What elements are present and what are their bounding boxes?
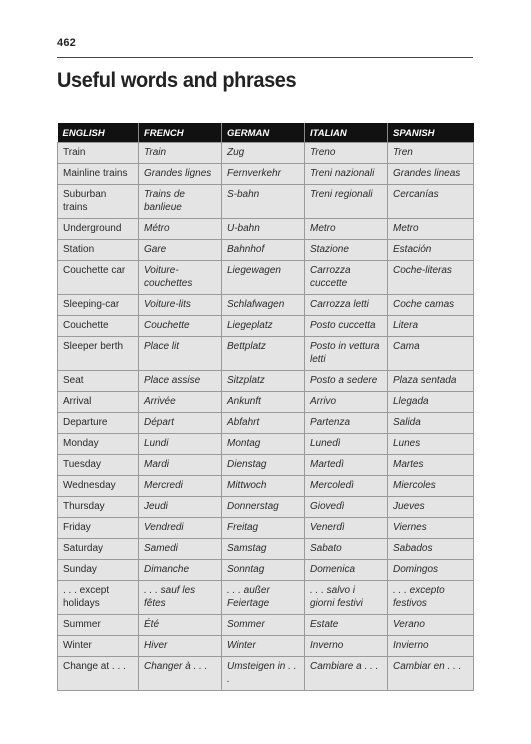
cell-english: Winter xyxy=(58,636,139,657)
cell-english: Couchette car xyxy=(58,261,139,295)
table-row xyxy=(58,240,474,261)
cell-english: Station xyxy=(58,240,139,261)
table-row xyxy=(58,185,474,219)
table-row xyxy=(58,560,474,581)
table-row xyxy=(58,261,474,295)
cell-french: Samedi xyxy=(139,539,222,560)
cell-german: Mittwoch xyxy=(222,476,305,497)
cell-italian: Lunedì xyxy=(305,434,388,455)
cell-italian: Estate xyxy=(305,615,388,636)
cell-french: Grandes lignes xyxy=(139,164,222,185)
cell-french: Trains de banlieue xyxy=(139,185,222,219)
cell-italian: Metro xyxy=(305,219,388,240)
cell-spanish: Jueves xyxy=(388,497,474,518)
cell-italian: Mercoledì xyxy=(305,476,388,497)
cell-english: Departure xyxy=(58,413,139,434)
cell-english: Arrival xyxy=(58,392,139,413)
cell-spanish: Verano xyxy=(388,615,474,636)
cell-french: Mercredi xyxy=(139,476,222,497)
cell-german: Montag xyxy=(222,434,305,455)
cell-spanish: Lunes xyxy=(388,434,474,455)
cell-spanish: Grandes lineas xyxy=(388,164,474,185)
table-row xyxy=(58,539,474,560)
cell-english: . . . except holidays xyxy=(58,581,139,615)
cell-italian: Cambiare a . . . xyxy=(305,657,388,691)
cell-german: Winter xyxy=(222,636,305,657)
column-header-german: GERMAN xyxy=(222,123,305,143)
table-row xyxy=(58,636,474,657)
cell-italian: . . . salvo i giorni festivi xyxy=(305,581,388,615)
cell-spanish: Cercanías xyxy=(388,185,474,219)
cell-german: Ankunft xyxy=(222,392,305,413)
cell-french: Changer à . . . xyxy=(139,657,222,691)
cell-english: Friday xyxy=(58,518,139,539)
column-header-french: FRENCH xyxy=(139,123,222,143)
cell-spanish: Llegada xyxy=(388,392,474,413)
cell-english: Tuesday xyxy=(58,455,139,476)
cell-french: Métro xyxy=(139,219,222,240)
cell-english: Thursday xyxy=(58,497,139,518)
cell-german: Samstag xyxy=(222,539,305,560)
cell-german: . . . außer Feiertage xyxy=(222,581,305,615)
cell-english: Saturday xyxy=(58,539,139,560)
cell-english: Change at . . . xyxy=(58,657,139,691)
table-row xyxy=(58,164,474,185)
table-row xyxy=(58,295,474,316)
cell-italian: Treni nazionali xyxy=(305,164,388,185)
column-header-english: ENGLISH xyxy=(58,123,139,143)
cell-french: Vendredi xyxy=(139,518,222,539)
column-header-italian: ITALIAN xyxy=(305,123,388,143)
cell-english: Underground xyxy=(58,219,139,240)
cell-italian: Inverno xyxy=(305,636,388,657)
cell-spanish: Salida xyxy=(388,413,474,434)
cell-spanish: Invierno xyxy=(388,636,474,657)
cell-french: Hiver xyxy=(139,636,222,657)
cell-italian: Martedì xyxy=(305,455,388,476)
cell-italian: Posto a sedere xyxy=(305,371,388,392)
cell-spanish: . . . excepto festivos xyxy=(388,581,474,615)
cell-german: Bettplatz xyxy=(222,337,305,371)
cell-italian: Treni regionali xyxy=(305,185,388,219)
table-row xyxy=(58,455,474,476)
table-header-row xyxy=(58,123,474,143)
cell-french: Voiture-couchettes xyxy=(139,261,222,295)
column-header-spanish: SPANISH xyxy=(388,123,474,143)
cell-italian: Carrozza cuccette xyxy=(305,261,388,295)
cell-italian: Carrozza letti xyxy=(305,295,388,316)
cell-italian: Giovedì xyxy=(305,497,388,518)
table-row xyxy=(58,413,474,434)
cell-german: Sonntag xyxy=(222,560,305,581)
table-row xyxy=(58,219,474,240)
table-row xyxy=(58,434,474,455)
page-number: 462 xyxy=(57,37,76,49)
cell-french: Mardi xyxy=(139,455,222,476)
cell-german: Umsteigen in . . . xyxy=(222,657,305,691)
cell-french: . . . sauf les fêtes xyxy=(139,581,222,615)
cell-spanish: Plaza sentada xyxy=(388,371,474,392)
cell-german: Fernverkehr xyxy=(222,164,305,185)
cell-italian: Arrivo xyxy=(305,392,388,413)
cell-german: Abfahrt xyxy=(222,413,305,434)
cell-german: Bahnhof xyxy=(222,240,305,261)
cell-spanish: Sabados xyxy=(388,539,474,560)
cell-french: Lundi xyxy=(139,434,222,455)
cell-english: Monday xyxy=(58,434,139,455)
cell-spanish: Martes xyxy=(388,455,474,476)
cell-spanish: Cambiar en . . . xyxy=(388,657,474,691)
cell-french: Été xyxy=(139,615,222,636)
cell-german: Zug xyxy=(222,143,305,164)
cell-french: Jeudi xyxy=(139,497,222,518)
cell-english: Seat xyxy=(58,371,139,392)
table-row xyxy=(58,316,474,337)
cell-german: U-bahn xyxy=(222,219,305,240)
cell-italian: Posto cuccetta xyxy=(305,316,388,337)
cell-german: Donnerstag xyxy=(222,497,305,518)
cell-italian: Partenza xyxy=(305,413,388,434)
table-row xyxy=(58,337,474,371)
cell-italian: Treno xyxy=(305,143,388,164)
table-body xyxy=(58,143,474,691)
cell-german: Freitag xyxy=(222,518,305,539)
cell-english: Train xyxy=(58,143,139,164)
cell-spanish: Metro xyxy=(388,219,474,240)
cell-german: Liegeplatz xyxy=(222,316,305,337)
cell-italian: Sabato xyxy=(305,539,388,560)
cell-spanish: Viernes xyxy=(388,518,474,539)
cell-spanish: Domingos xyxy=(388,560,474,581)
cell-spanish: Cama xyxy=(388,337,474,371)
cell-german: Dienstag xyxy=(222,455,305,476)
table-row xyxy=(58,371,474,392)
table-row xyxy=(58,497,474,518)
cell-spanish: Tren xyxy=(388,143,474,164)
table-row xyxy=(58,392,474,413)
cell-french: Voiture-lits xyxy=(139,295,222,316)
header-divider xyxy=(57,57,473,58)
cell-german: Liegewagen xyxy=(222,261,305,295)
cell-german: Sitzplatz xyxy=(222,371,305,392)
cell-german: S-bahn xyxy=(222,185,305,219)
vocabulary-table xyxy=(57,123,474,691)
cell-french: Dimanche xyxy=(139,560,222,581)
cell-english: Mainline trains xyxy=(58,164,139,185)
cell-italian: Stazione xyxy=(305,240,388,261)
table-row xyxy=(58,143,474,164)
cell-english: Sleeping-car xyxy=(58,295,139,316)
cell-german: Schlafwagen xyxy=(222,295,305,316)
cell-english: Summer xyxy=(58,615,139,636)
table-row xyxy=(58,476,474,497)
cell-french: Place lit xyxy=(139,337,222,371)
cell-french: Départ xyxy=(139,413,222,434)
cell-french: Couchette xyxy=(139,316,222,337)
table-row xyxy=(58,581,474,615)
table-row xyxy=(58,518,474,539)
page-title: Useful words and phrases xyxy=(57,69,297,92)
cell-italian: Posto in vettura letti xyxy=(305,337,388,371)
cell-spanish: Coche camas xyxy=(388,295,474,316)
cell-english: Suburban trains xyxy=(58,185,139,219)
cell-french: Arrivée xyxy=(139,392,222,413)
cell-french: Gare xyxy=(139,240,222,261)
cell-spanish: Miercoles xyxy=(388,476,474,497)
table-row xyxy=(58,657,474,691)
cell-spanish: Coche-literas xyxy=(388,261,474,295)
cell-english: Sunday xyxy=(58,560,139,581)
cell-english: Wednesday xyxy=(58,476,139,497)
cell-german: Sommer xyxy=(222,615,305,636)
cell-italian: Domenica xyxy=(305,560,388,581)
cell-italian: Venerdì xyxy=(305,518,388,539)
cell-spanish: Estación xyxy=(388,240,474,261)
cell-english: Couchette xyxy=(58,316,139,337)
cell-english: Sleeper berth xyxy=(58,337,139,371)
cell-french: Train xyxy=(139,143,222,164)
table-row xyxy=(58,615,474,636)
cell-spanish: Litera xyxy=(388,316,474,337)
cell-french: Place assise xyxy=(139,371,222,392)
